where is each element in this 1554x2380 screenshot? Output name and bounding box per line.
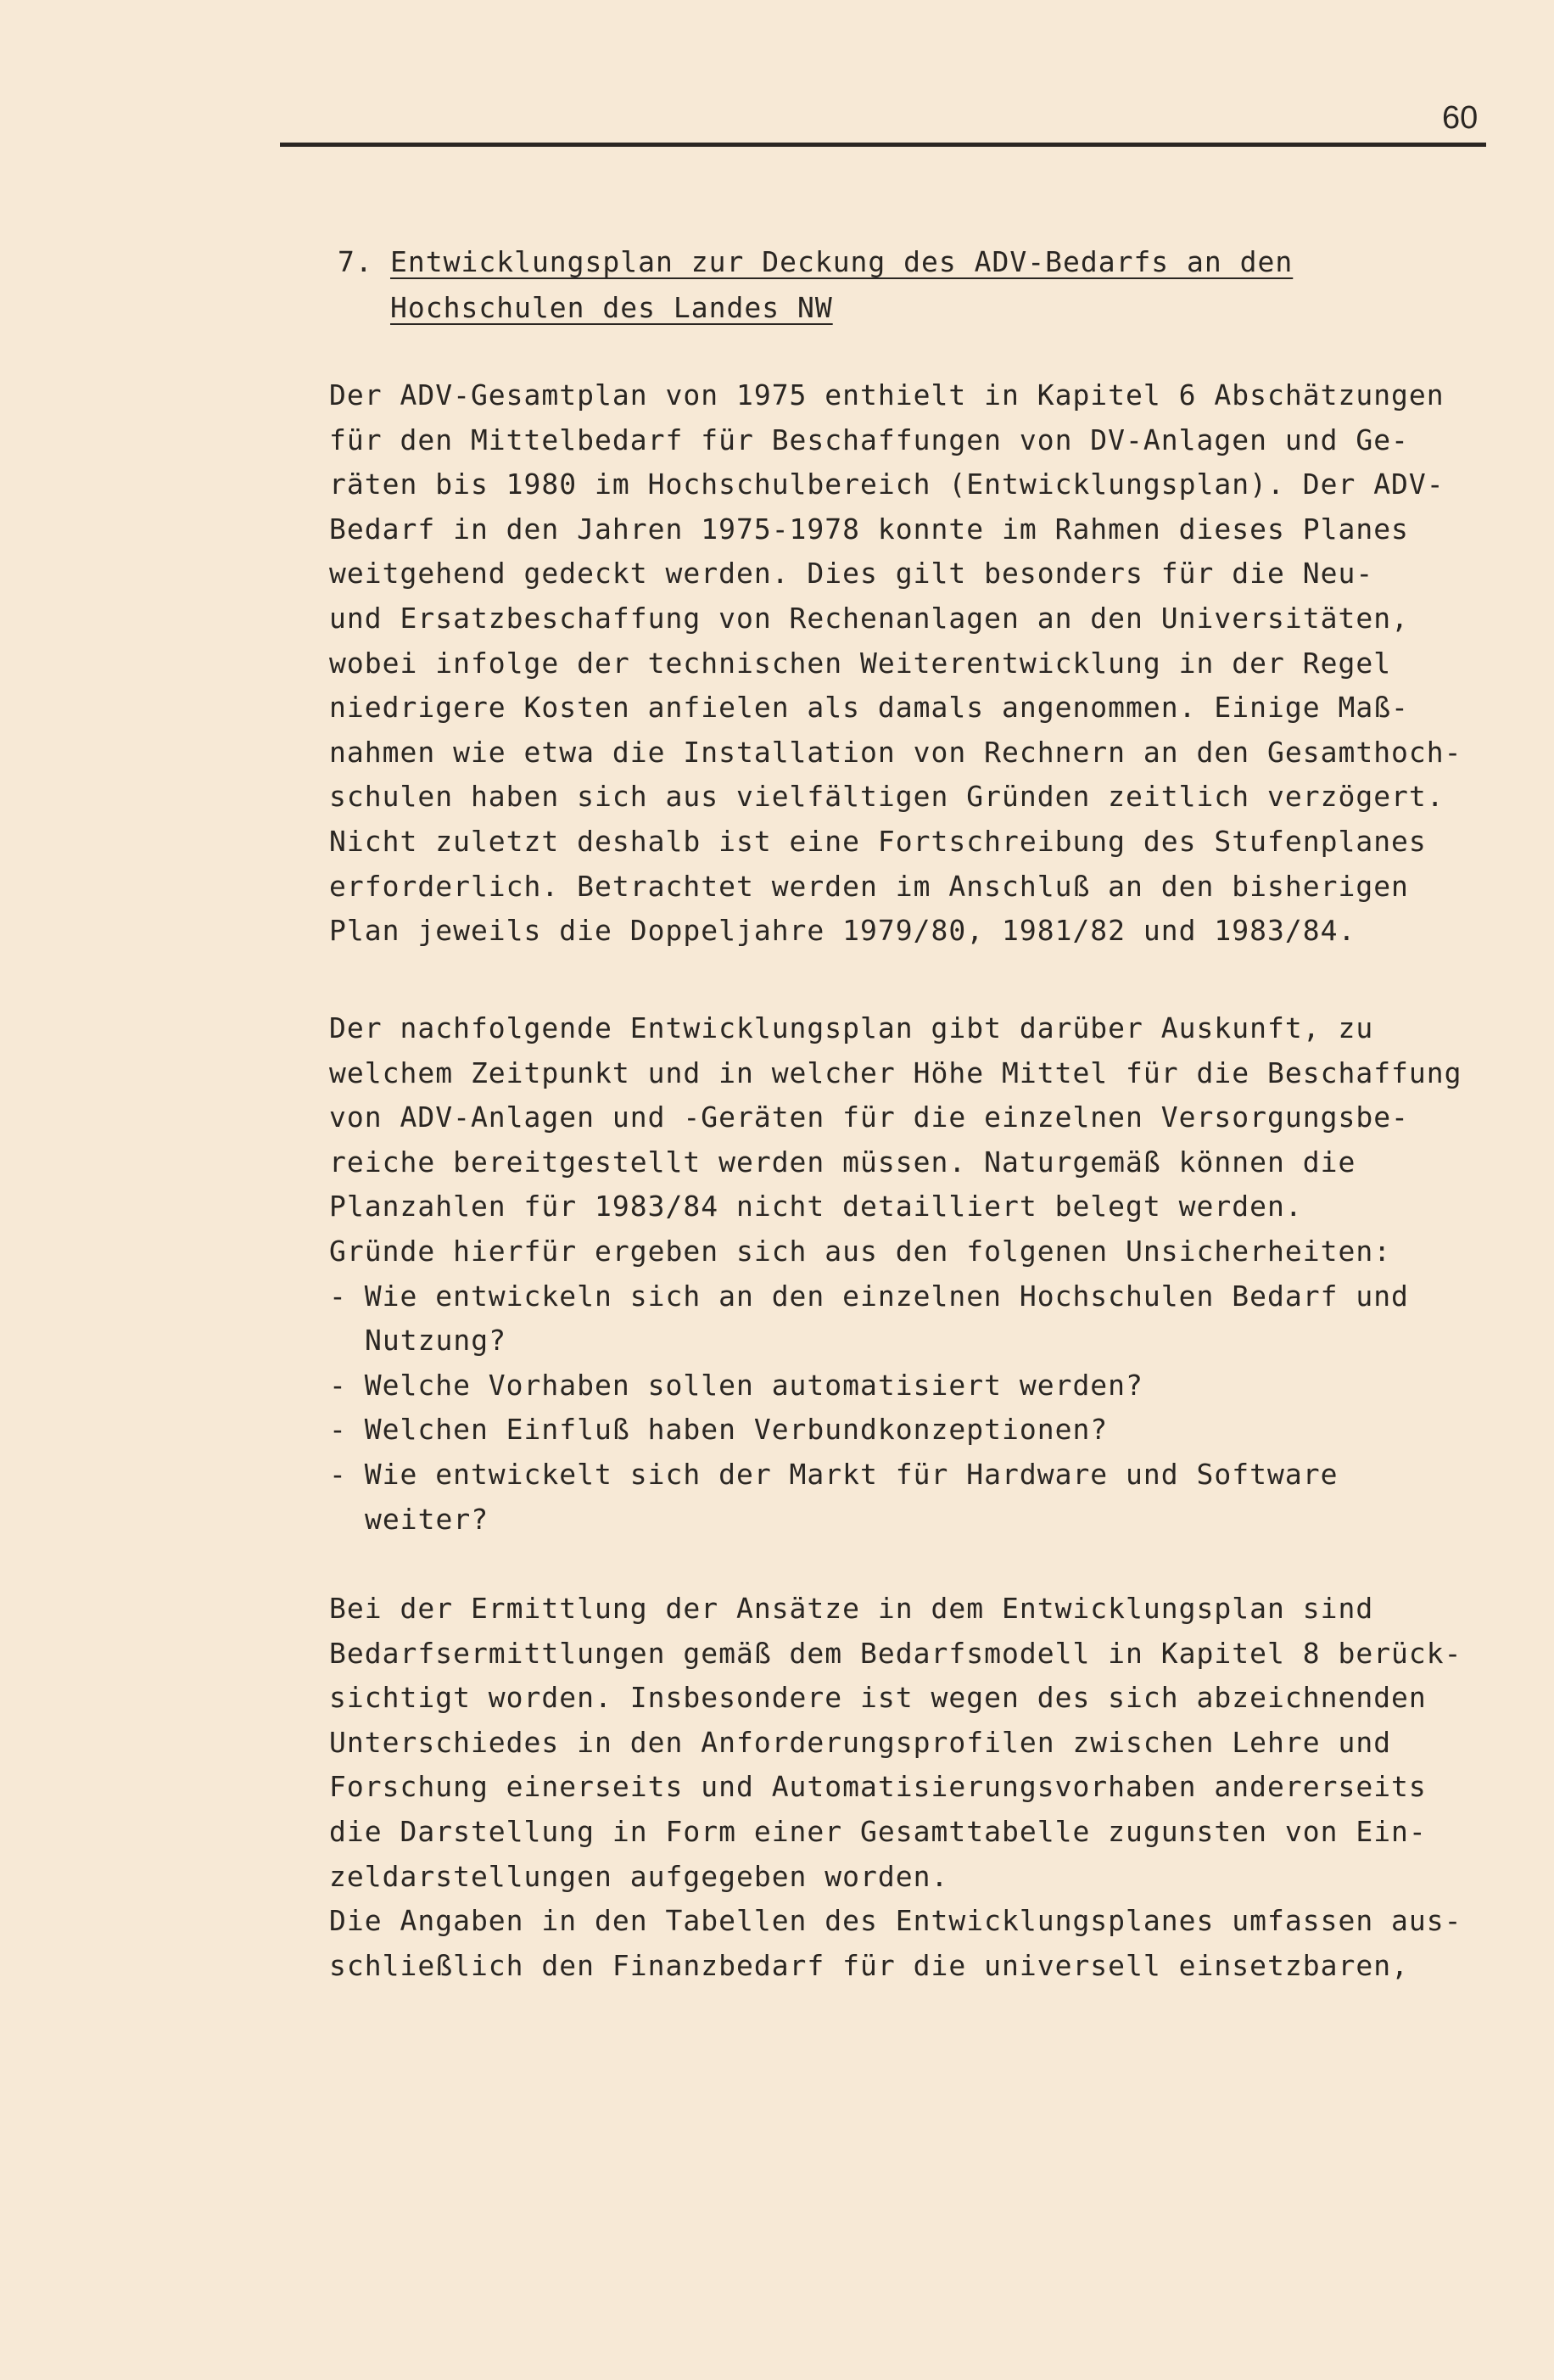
list-item-continuation: weiter? bbox=[365, 1502, 489, 1536]
text-line: Der ADV-Gesamtplan von 1975 enthielt in Kapitel 6 Abschätzungen bbox=[329, 378, 1445, 412]
list-item bbox=[329, 1274, 1462, 1364]
text-line: Planzahlen für 1983/84 nicht detailliert belegt werden. bbox=[329, 1190, 1303, 1224]
heading-title-line-1: Entwicklungsplan zur Deckung des ADV-Bedarfs an den bbox=[390, 245, 1294, 278]
text-line: Forschung einerseits und Automatisierungsvorhaben andererseits bbox=[329, 1770, 1427, 1804]
text-line: welchem Zeitpunkt und in welcher Höhe Mittel für die Beschaffung bbox=[329, 1056, 1462, 1089]
text-line: wobei infolge der technischen Weiterentwicklung in der Regel bbox=[329, 646, 1392, 680]
text-line: schulen haben sich aus vielfältigen Gründen zeitlich verzögert. bbox=[329, 780, 1445, 814]
heading-line-1 bbox=[338, 239, 1293, 285]
text-line: räten bis 1980 im Hochschulbereich (Entwicklungsplan). Der ADV- bbox=[329, 468, 1445, 501]
text-line: niedrigere Kosten anfielen als damals angenommen. Einige Maß- bbox=[329, 691, 1409, 725]
header-rule bbox=[280, 143, 1486, 147]
text-line: weitgehend gedeckt werden. Dies gilt besonders für die Neu- bbox=[329, 557, 1374, 591]
text-line: reiche bereitgestellt werden müssen. Naturgemäß können die bbox=[329, 1145, 1356, 1179]
text-line: Die Angaben in den Tabellen des Entwicklungsplanes umfassen aus- bbox=[329, 1904, 1462, 1938]
list-item-continuation: Nutzung? bbox=[365, 1324, 506, 1358]
text-line: und Ersatzbeschaffung von Rechenanlagen an den Universitäten, bbox=[329, 601, 1409, 635]
text-line: Bedarf in den Jahren 1975-1978 konnte im Rahmen dieses Planes bbox=[329, 512, 1409, 546]
list-item bbox=[329, 1453, 1462, 1542]
text-line: erforderlich. Betrachtet werden im Anschluß an den bisherigen bbox=[329, 869, 1409, 903]
text-line: schließlich den Finanzbedarf für die universell einsetzbaren, bbox=[329, 1948, 1409, 1982]
heading-title-line-2: Hochschulen des Landes NW bbox=[390, 291, 833, 324]
text-line: Gründe hierfür ergeben sich aus den folgenen Unsicherheiten: bbox=[329, 1234, 1392, 1268]
list-item-line: - Welche Vorhaben sollen automatisiert werden? bbox=[329, 1368, 1143, 1402]
text-line: Der nachfolgende Entwicklungsplan gibt darüber Auskunft, zu bbox=[329, 1011, 1374, 1044]
text-line: nahmen wie etwa die Installation von Rechnern an den Gesamthoch- bbox=[329, 735, 1462, 769]
text-line: die Darstellung in Form einer Gesamttabelle zugunsten von Ein- bbox=[329, 1814, 1427, 1848]
list-item-line: - Wie entwickeln sich an den einzelnen Hochschulen Bedarf und bbox=[329, 1279, 1409, 1313]
list-item bbox=[329, 1408, 1462, 1453]
text-line: Unterschiedes in den Anforderungsprofilen zwischen Lehre und bbox=[329, 1725, 1392, 1759]
paragraph-2 bbox=[329, 1006, 1462, 1542]
text-line: Bei der Ermittlung der Ansätze in dem Entwicklungsplan sind bbox=[329, 1592, 1374, 1625]
text-line: von ADV-Anlagen und -Geräten für die einzelnen Versorgungsbe- bbox=[329, 1100, 1409, 1134]
paragraph-3 bbox=[329, 1587, 1462, 1988]
page-number: 60 bbox=[1442, 100, 1479, 136]
text-line: für den Mittelbedarf für Beschaffungen von DV-Anlagen und Ge- bbox=[329, 423, 1409, 456]
list-item-line: - Wie entwickelt sich der Markt für Hardware und Software bbox=[329, 1457, 1339, 1491]
list-item-line: - Welchen Einfluß haben Verbundkonzeptionen? bbox=[329, 1413, 1109, 1447]
section-heading bbox=[338, 239, 1293, 331]
text-line: Plan jeweils die Doppeljahre 1979/80, 1981/82 und 1983/84. bbox=[329, 914, 1356, 948]
list-item bbox=[329, 1364, 1462, 1408]
paragraph-1 bbox=[329, 373, 1462, 954]
heading-number: 7. bbox=[338, 245, 373, 278]
heading-line-2 bbox=[338, 285, 1293, 331]
text-line: zeldarstellungen aufgegeben worden. bbox=[329, 1859, 949, 1893]
text-line: sichtigt worden. Insbesondere ist wegen des sich abzeichnenden bbox=[329, 1681, 1427, 1715]
text-line: Nicht zuletzt deshalb ist eine Fortschreibung des Stufenplanes bbox=[329, 824, 1427, 858]
text-line: Bedarfsermittlungen gemäß dem Bedarfsmodell in Kapitel 8 berück- bbox=[329, 1636, 1462, 1670]
